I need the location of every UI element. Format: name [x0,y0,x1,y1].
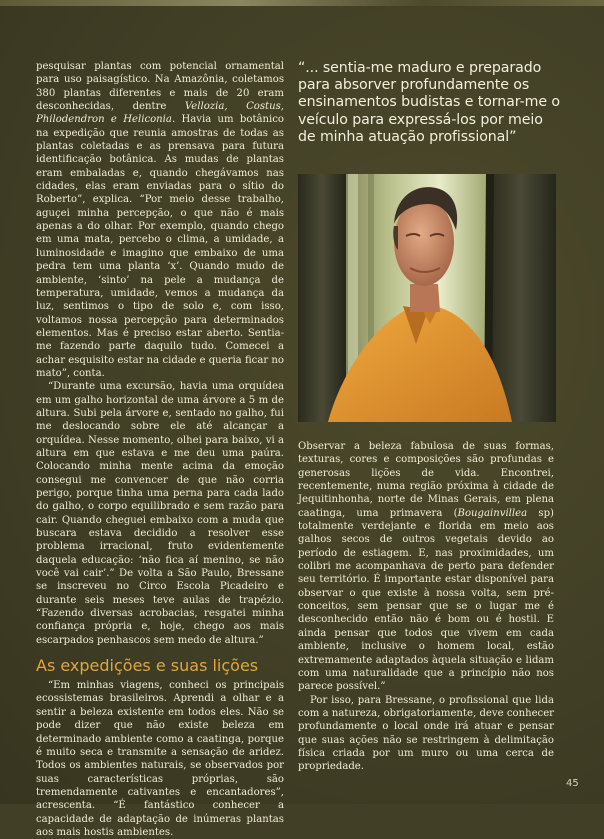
right-paragraph-2: Por isso, para Bressane, o profissional que lida com a natureza, obrigatoriamente, deve conhecer profundamente o local onde irá atuar e pensar que suas ações não se restringem à delimitação física criada por um muro ou uma cerca de propriedade. [298,694,554,773]
pull-quote: “... sentia-me maduro e preparado para absorver profundamente os ensinamentos budistas e tornar-me o veículo para expressá-los por meio de minha atuação profissional” [298,60,560,145]
species-list: Vellozia, Costus, Philodendron e Heliconia [36,101,284,126]
portrait-photo [298,174,556,422]
left-column [36,60,284,839]
right-paragraph-1: Observar a beleza fabulosa de suas formas, texturas, cores e composições são profundas e generosas lições de vida. Encontrei, recentemente, numa região próxima à cidade de Jequitinhonha, norte de Minas Gerais, em plena caatinga, uma primavera (Bougainvillea sp) totalmente verdejante e florida em meio aos galhos secos de outros vegetais devido ao período de estiagem. E, nas proximidades, um colibri me acompanhava de perto para defender seu território. É importante estar disponível para observar o que existe à nossa volta, sem pré-conceitos, sem pensar que se o lugar me é desconhecido então não é bom ou é hostil. E ainda pensar que todos que vivem em cada ambiente, inclusive o homem local, estão extremamente adaptados àquela situação e lidam com uma naturalidade que a princípio não nos parece possível.” [298,441,554,693]
left-paragraph-1: pesquisar plantas com potencial ornamental para uso paisagístico. Na Amazônia, coletamos 380 plantas diferentes e mais de 20 eram desconhecidas, dentre Vellozia, Costus, Philodendron e Heliconia. Havia um botânico na expedição que reunia amostras de todas as plantas coletadas e as prensava para futura identificação botânica. As mudas de plantas eram embaladas e, quando chegávamos nas cidades, elas eram enviadas para o sítio do Roberto”, explica. “Por meio desse trabalho, aguçei minha percepção, o que não é mais apenas a do olhar. Por exemplo, quando chego em uma mata, percebo o clima, a umidade, a luminosidade e imagino que embaixo de uma pedra tem uma planta ‘x’. Quando mudo de ambiente, ‘sinto’ na pele a mudança de temperatura, umidade, vemos a mudança da luz, sentimos o tipo de solo e, com isso, voltamos nossa percepção para determinados elementos. Mas é preciso estar aberto. Sentia-me fazendo parte daquilo tudo. Comecei a achar esquisito estar na cidade e queria ficar no mato”, conta. [36,61,284,379]
right-column [298,440,554,774]
left-paragraph-2: “Durante uma excursão, havia uma orquídea em um galho horizontal de uma árvore a 5 m de altura. Subi pela árvore e, sentado no galho, fui me deslocando sobre ele até alcançar a orquídea. Nesse momento, olhei para baixo, vi a altura em que estava e me deu uma paúra. Colocando minha mente acima da emoção consegui me convencer de que não corria perigo, porque tinha uma perna para cada lado do galho, o corpo equilibrado e sem razão para cair. Quando cheguei embaixo com a muda que buscara estava decidido a resolver esse problema irracional, fruto evidentemente daquela educação: ‘não fica aí menino, se não você vai cair’.” De volta a São Paulo, Bressane se inscreveu no Circo Escola Picadeiro e durante seis meses teve aulas de trapézio. “Fazendo diversas acrobacias, resgatei minha confiança própria e, hoje, chego aos mais escarpados penhascos sem medo de altura.” [36,381,284,646]
species-bougainvillea: Bougainvillea [457,507,528,519]
left-paragraph-3: “Em minhas viagens, conheci os principais ecossistemas brasileiros. Aprendi a olhar e a sentir a beleza existente em todos eles. Não se pode dizer que não existe beleza em determinado ambiente como a caatinga, porque é muito seca e transmite a sensação de aridez. Todos os ambientes naturais, se observados por suas características próprias, são tremendamente cativantes e encantadores”, acrescenta. “É fantástico conhecer a capacidade de adaptação de inúmeras plantas aos mais hostis ambientes. [36,680,284,838]
page-number: 45 [566,778,579,789]
tree-trunk-left [298,174,346,422]
section-heading: As expedições e suas lições [36,656,259,676]
